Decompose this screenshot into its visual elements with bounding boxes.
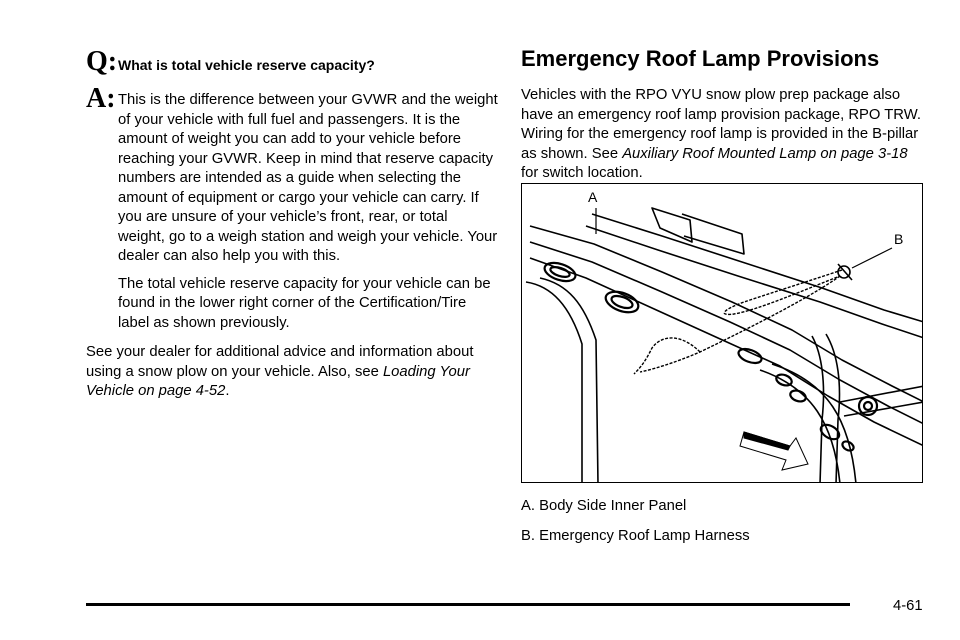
answer-block: [86, 85, 498, 333]
answer-paragraph-2: The total vehicle reserve capacity for your vehicle can be found in the lower right corner of the Certification/Tire label as shown previously.: [118, 275, 491, 331]
roof-lamp-paragraph: [521, 86, 925, 184]
question-marker: Q:: [86, 46, 118, 77]
auxiliary-lamp-reference[interactable]: Auxiliary Roof Mounted Lamp on page 3-18: [622, 145, 908, 162]
figure-captions: [521, 497, 925, 556]
left-column: [86, 48, 498, 402]
answer-paragraph-1: This is the difference between your GVWR and the weight of your vehicle with full fuel and passengers. It is the amount of weight you can add to your vehicle before reaching your GVWR. Keep in mind that reserve capacity numbers are intended as a guide when selecting the amount of equipment or cargo your vehicle can carry. If you are unsure of your vehicle’s front, rear, or total weight, go to a weigh station and weigh your vehicle. Your dealer can also help you with this.: [118, 92, 498, 264]
section-heading: Emergency Roof Lamp Provisions: [521, 46, 880, 71]
figure-label-a: A: [588, 189, 598, 205]
caption-a: A. Body Side Inner Panel: [521, 498, 687, 514]
question-block: [86, 48, 498, 75]
question-text: What is total vehicle reserve capacity?: [118, 57, 375, 73]
footer-rule: [86, 603, 850, 606]
dealer-text-end: .: [225, 383, 230, 399]
roof-lamp-text-end: for switch location.: [521, 165, 643, 181]
roof-lamp-illustration: [521, 183, 923, 483]
dealer-text: See your dealer for additional advice and information about using a snow plow on your vehicle. Also, see: [86, 344, 474, 380]
roof-lamp-text: Vehicles with the RPO VYU snow plow prep package also have an emergency roof lamp provision package, RPO TRW. Wiring for the emergency roof lamp is provided in the B-pillar as shown. See: [521, 87, 921, 162]
roof-structure-drawing: [522, 184, 923, 483]
loading-vehicle-reference[interactable]: Loading Your Vehicle on page 4-52: [86, 363, 470, 399]
caption-b: B. Emergency Roof Lamp Harness: [521, 527, 750, 544]
dealer-paragraph: [86, 343, 498, 402]
figure-label-b: B: [894, 231, 904, 247]
page-number: 4-61: [893, 598, 923, 614]
answer-marker: A:: [86, 83, 116, 114]
right-column: [521, 46, 925, 184]
